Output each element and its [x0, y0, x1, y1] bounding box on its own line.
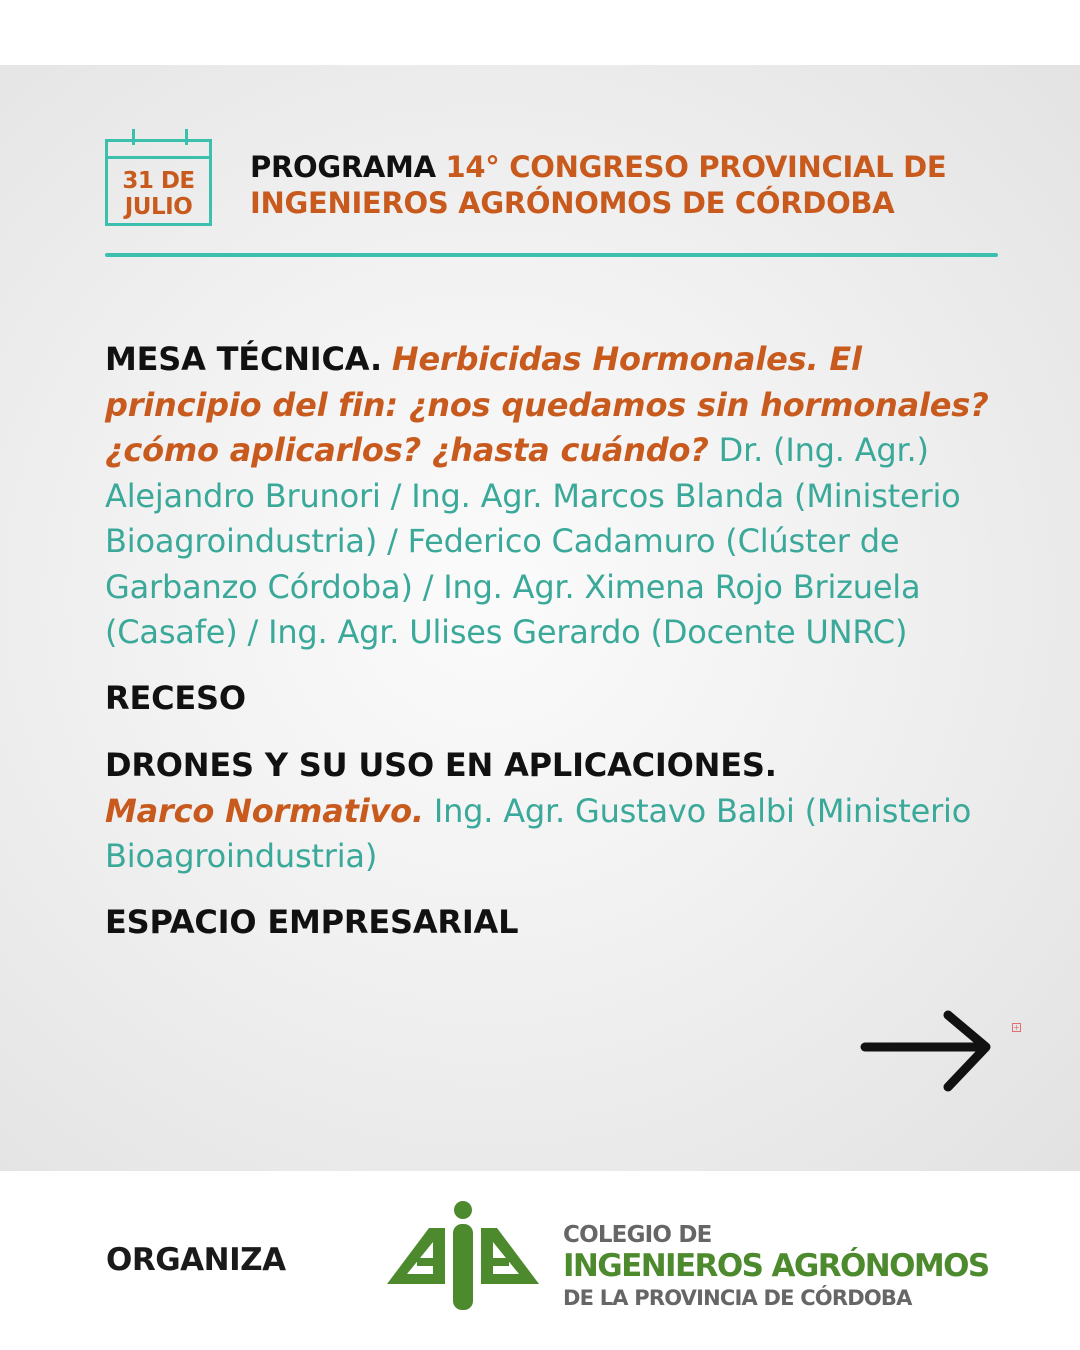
- item4-heading: ESPACIO EMPRESARIAL: [105, 902, 519, 941]
- program-item-drones: [105, 743, 1020, 880]
- program-item-receso: [105, 676, 1020, 722]
- organiza-label: ORGANIZA: [106, 1242, 286, 1278]
- org-name-line3: DE LA PROVINCIA DE CÓRDOBA: [563, 1286, 912, 1310]
- title-programa: PROGRAMA: [250, 150, 436, 184]
- calendar-pin-right: [185, 129, 188, 145]
- calendar-date-line2: JULIO: [124, 194, 193, 220]
- item2-heading: RECESO: [105, 678, 246, 717]
- calendar-pin-left: [132, 129, 135, 145]
- item1-heading: MESA TÉCNICA.: [105, 340, 382, 378]
- title-congress-line1: 14° CONGRESO PROVINCIAL DE: [445, 150, 947, 184]
- program-item-espacio-empresarial: [105, 900, 1020, 946]
- calendar-date: [108, 168, 209, 220]
- calendar-top-bar: [108, 156, 209, 159]
- item3-speakers: Ing. Agr. Gustavo Balbi (Ministerio Bioagroindustria): [105, 791, 972, 875]
- arrow-right-icon[interactable]: [860, 1008, 992, 1094]
- calendar-icon: [105, 139, 212, 226]
- item3-subtitle: Marco Normativo.: [105, 791, 424, 830]
- calendar-date-line1: 31 DE: [122, 168, 195, 194]
- item1-subtitle: Herbicidas Hormonales. El principio del fin: ¿nos quedamos sin hormonales? ¿cómo aplicarlos? ¿hasta cuándo?: [105, 340, 989, 469]
- item1-speakers: Dr. (Ing. Agr.) Alejandro Brunori / Ing. Agr. Marcos Blanda (Ministerio Bioagroindustria) / Federico Cadamuro (Clúster de Garbanzo Córdoba) / Ing. Agr. Ximena Rojo Brizuela (Casafe) / Ing. Agr. Ulises Gerardo (Docente UNRC): [105, 431, 961, 651]
- title-congress-line2: INGENIEROS AGRÓNOMOS DE CÓRDOBA: [250, 186, 895, 220]
- aia-logo-icon: [383, 1198, 543, 1310]
- item3-heading: DRONES Y SU USO EN APLICACIONES.: [105, 746, 777, 784]
- org-name-line2: INGENIEROS AGRÓNOMOS: [563, 1248, 989, 1284]
- header-divider: [105, 253, 998, 257]
- page-title: [250, 149, 1020, 221]
- program-list: [105, 337, 1020, 945]
- org-name-line1: COLEGIO DE: [563, 1222, 712, 1248]
- expand-icon[interactable]: +: [1013, 1023, 1020, 1032]
- program-item-mesa-tecnica: [105, 337, 1020, 656]
